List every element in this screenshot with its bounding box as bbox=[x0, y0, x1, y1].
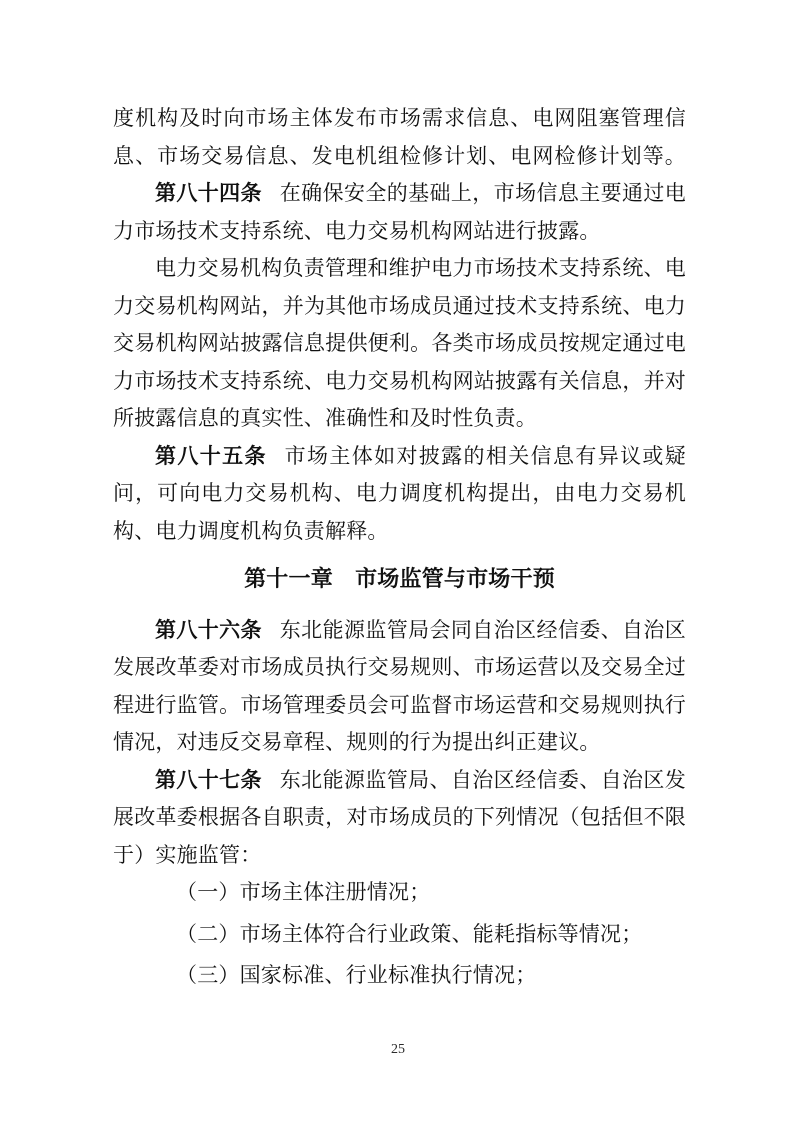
article-86-text: 东北能源监管局会同自治区经信委、自治区发展改革委对市场成员执行交易规则、市场运营以及交易全过程进行监管。市场管理委员会可监督市场运营和交易规则执行情况，对违反交易章程、规则的行为提出纠正建议。 bbox=[113, 617, 686, 754]
chapter-heading: 第十一章 市场监管与市场干预 bbox=[244, 566, 555, 591]
paragraph-continuation: 度机构及时向市场主体发布市场需求信息、电网阻塞管理信息、市场交易信息、发电机组检修计划、电网检修计划等。 bbox=[113, 106, 686, 168]
article-86-number: 第八十六条 bbox=[155, 617, 262, 642]
article-87-text: 东北能源监管局、自治区经信委、自治区发展改革委根据各自职责，对市场成员的下列情况（包括但不限于）实施监管： bbox=[113, 767, 686, 867]
article-87-number: 第八十七条 bbox=[155, 767, 262, 792]
paragraph-article-86 bbox=[113, 612, 686, 762]
article-84-number: 第八十四条 bbox=[155, 181, 262, 205]
list-item-3: （三）国家标准、行业标准执行情况； bbox=[176, 963, 537, 987]
paragraph-article-85 bbox=[113, 438, 686, 551]
list-item-2: （二）市场主体符合行业政策、能耗指标等情况； bbox=[176, 921, 643, 946]
article-85-text: 市场主体如对披露的相关信息有异议或疑问，可向电力交易机构、电力调度机构提出，由电力交易机构、电力调度机构负责解释。 bbox=[113, 443, 686, 543]
page-number: 25 bbox=[391, 1042, 405, 1057]
list-item-1: （一）市场主体注册情况； bbox=[176, 880, 431, 904]
paragraph-article-84 bbox=[113, 175, 686, 250]
article-84-text: 在确保安全的基础上，市场信息主要通过电力市场技术支持系统、电力交易机构网站进行披露。 bbox=[113, 181, 686, 243]
paragraph-article-87 bbox=[113, 762, 686, 875]
document-body bbox=[113, 100, 686, 995]
article-85-number: 第八十五条 bbox=[155, 443, 267, 468]
paragraph-body: 电力交易机构负责管理和维护电力市场技术支持系统、电力交易机构网站，并为其他市场成员通过技术支持系统、电力交易机构网站披露信息提供便利。各类市场成员按规定通过电力市场技术支持系统、电力交易机构网站披露有关信息，并对所披露信息的真实性、准确性和及时性负责。 bbox=[113, 256, 686, 430]
